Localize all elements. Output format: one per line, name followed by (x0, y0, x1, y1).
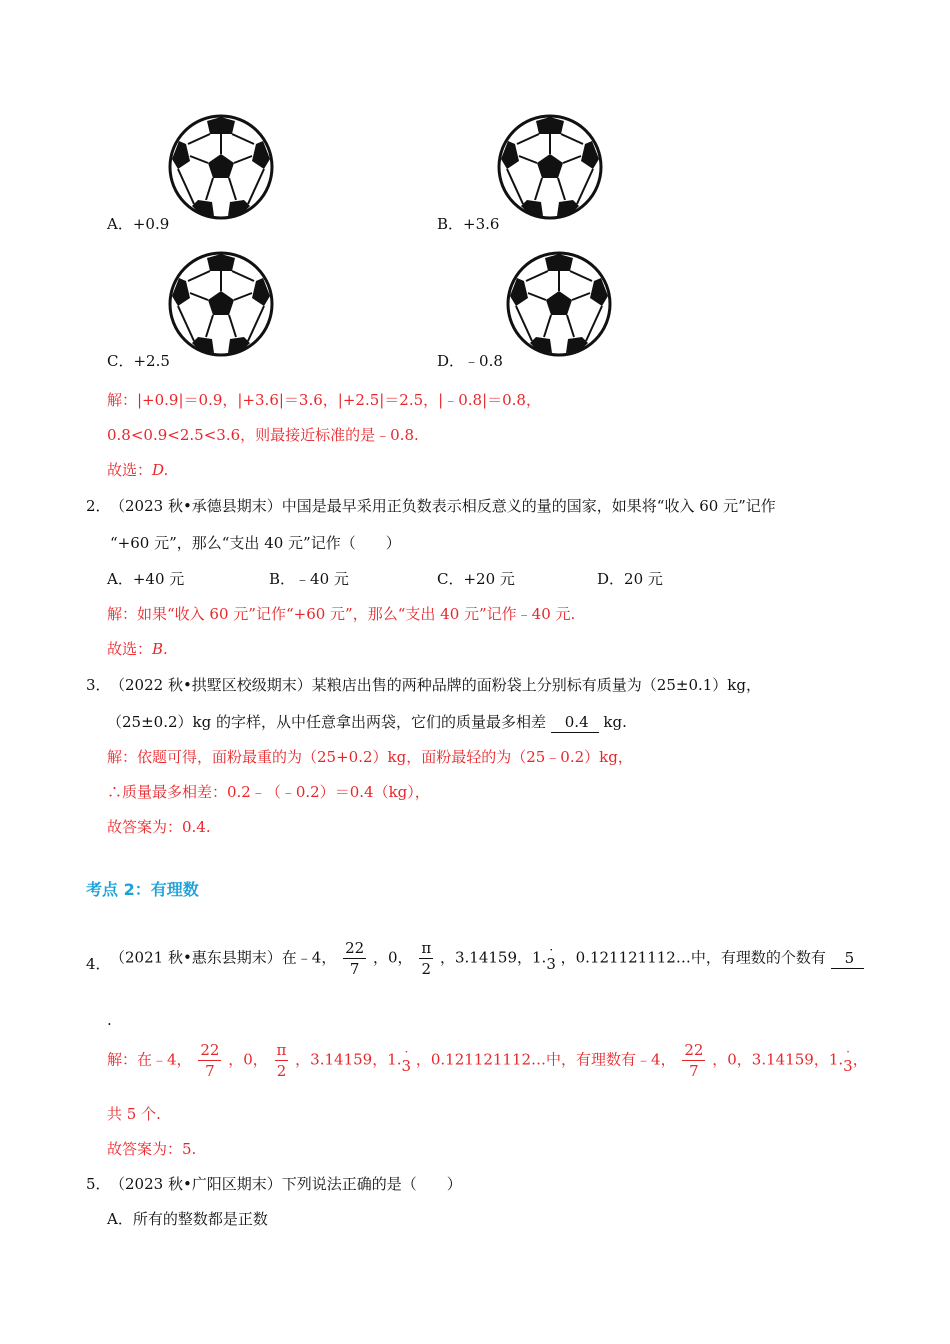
q4-trail: . (107, 1011, 112, 1029)
q2-solution: 解：如果“收入 60 元”记作“+60 元”，那么“支出 40 元”记作﹣40 元. (107, 605, 576, 623)
q3-answer-blank: 0.4 (551, 712, 599, 733)
fraction-pi-2: $\frac{\pi}{2}$ (276, 1041, 287, 1080)
q1-answer: 故选：D. (107, 461, 169, 479)
fraction-22-7: $\frac{22}{7}$ (200, 1041, 220, 1080)
q3-solution-line2: ∴质量最多相差：0.2﹣（﹣0.2）＝0.4（kg）， (107, 783, 430, 801)
section-heading: 考点 2：有理数 (86, 880, 199, 899)
q3-solution-line1: 解：依题可得，面粉最重的为（25+0.2）kg，面粉最轻的为（25﹣0.2）kg， (107, 748, 633, 766)
q4-stem: （2021 秋•惠东县期末）在﹣4， $\frac{22}{7}$ ，0， $\frac{\pi}{2}$ ，3.14159，1. · 3 ，0.121121112…中，有理数的个数有 5 (110, 938, 864, 979)
q5-stem: （2023 秋•广阳区期末）下列说法正确的是（ ） (110, 1175, 462, 1193)
q2-stem-line2: “+60 元”，那么“支出 40 元”记作（ ） (110, 534, 401, 552)
q2-option-b: B．﹣40 元 (269, 570, 349, 588)
q5-number: 5． (86, 1175, 111, 1193)
repeating-digit: · 3 (546, 942, 556, 973)
q1-solution-line2: 0.8<0.9<2.5<3.6，则最接近标准的是﹣0.8. (107, 426, 419, 444)
soccer-ball-image-c (168, 251, 274, 357)
repeating-digit: · 3 (843, 1044, 853, 1075)
q4-solution-line1: 解：在﹣4， $\frac{22}{7}$ ，0， $\frac{\pi}{2}$ ，3.14159，1. · 3 ，0.121121112…中，有理数有﹣4， $\frac{22}{7}$ ，0，3.14159，1. · 3， (107, 1041, 868, 1080)
fraction-22-7: $\frac{22}{7}$ (345, 939, 365, 978)
q2-option-d: D．20 元 (597, 570, 663, 588)
q3-number: 3． (86, 676, 111, 694)
repeating-digit: · 3 (401, 1044, 412, 1075)
q4-answer-blank: 5 (831, 948, 865, 969)
q1-option-c: C．+2.5 (107, 352, 170, 370)
q2-number: 2． (86, 497, 111, 515)
fraction-22-7: $\frac{22}{7}$ (684, 1041, 704, 1080)
q5-option-a: A．所有的整数都是正数 (107, 1210, 268, 1228)
q4-solution-line2: 共 5 个. (107, 1105, 161, 1123)
q1-option-a: A．+0.9 (107, 215, 170, 233)
q1-option-d: D．﹣0.8 (437, 352, 503, 370)
fraction-pi-2: $\frac{\pi}{2}$ (421, 939, 432, 978)
q1-solution-line1: 解：|+0.9|＝0.9，|+3.6|＝3.6，|+2.5|＝2.5，|﹣0.8|＝0.8， (107, 391, 541, 409)
q3-stem-line2: （25±0.2）kg 的字样，从中任意拿出两袋，它们的质量最多相差 0.4 kg. (107, 713, 627, 731)
q2-option-a: A．+40 元 (107, 570, 185, 588)
q1-option-b: B．+3.6 (437, 215, 500, 233)
q2-option-c: C．+20 元 (437, 570, 515, 588)
soccer-ball-image-a (168, 114, 274, 220)
q4-solution-line3: 故答案为：5. (107, 1140, 197, 1158)
soccer-ball-image-b (497, 114, 603, 220)
soccer-ball-image-d (506, 251, 612, 357)
q3-stem-line1: （2022 秋•拱墅区校级期末）某粮店出售的两种品牌的面粉袋上分别标有质量为（25±0.1）kg， (110, 676, 761, 694)
q4-number: 4． (86, 955, 111, 973)
q2-answer: 故选：B. (107, 640, 168, 658)
q3-solution-line3: 故答案为：0.4. (107, 818, 211, 836)
q2-stem-line1: （2023 秋•承德县期末）中国是最早采用正负数表示相反意义的量的国家，如果将“收入 60 元”记作 (110, 497, 776, 515)
